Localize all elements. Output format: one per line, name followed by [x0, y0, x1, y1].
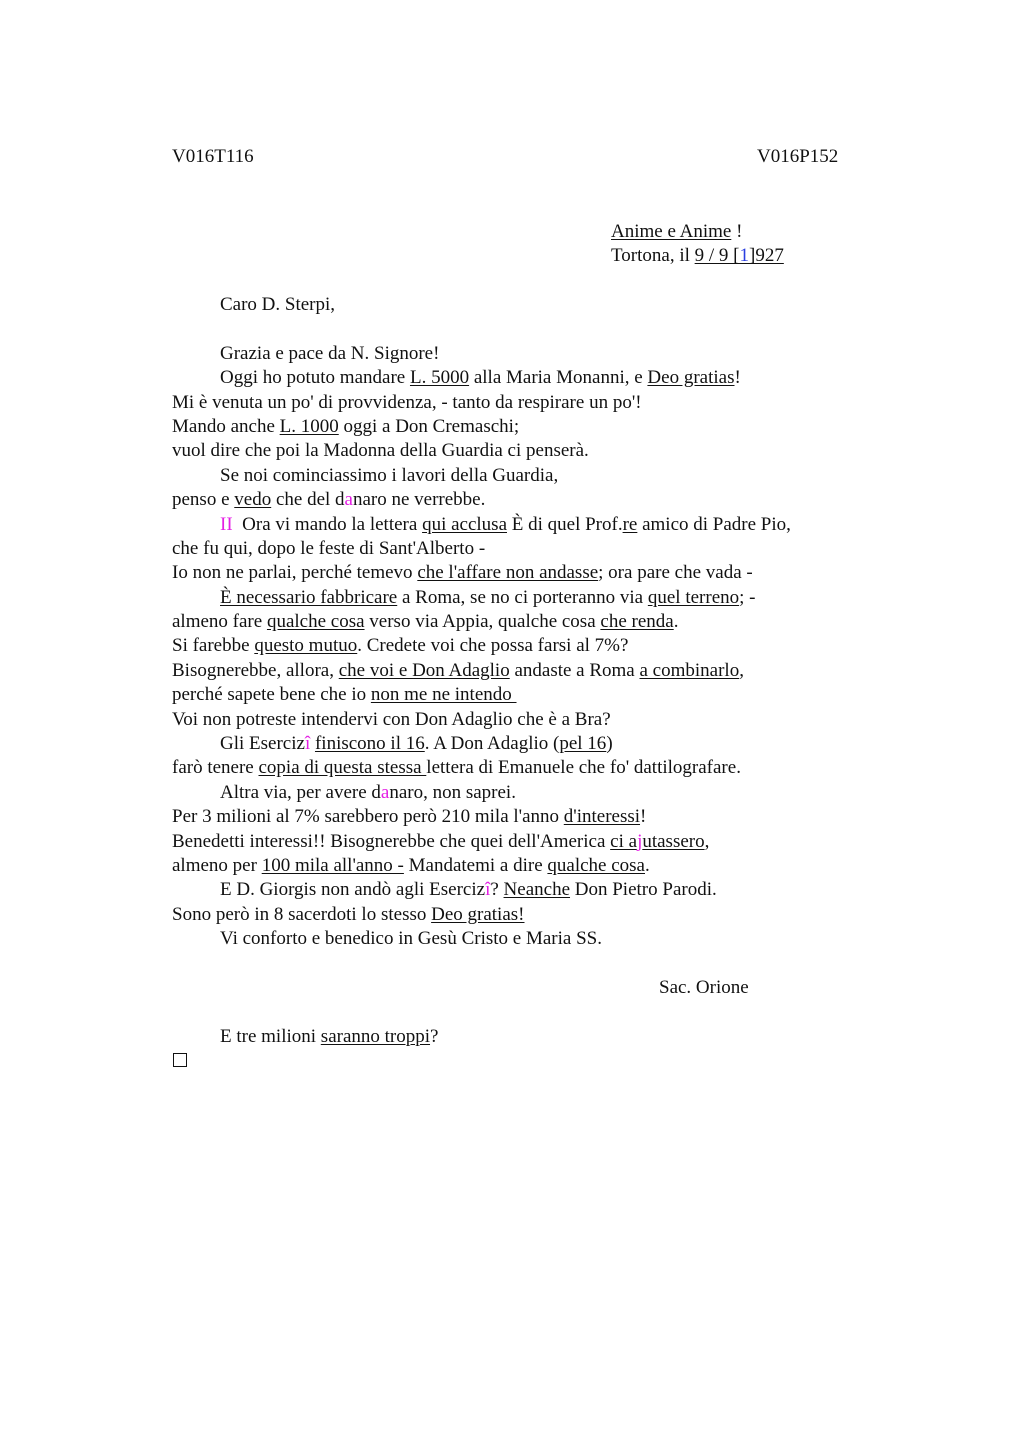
text-line: Altra via, per avere danaro, non saprei.	[220, 781, 516, 803]
section-mark: II	[220, 513, 233, 535]
text-line: vuol dire che poi la Madonna della Guardia ci penserà.	[172, 440, 589, 462]
text-line: È necessario fabbricare a Roma, se no ci porteranno via quel terreno; -	[220, 586, 756, 608]
document-code-left: V016T116	[172, 146, 254, 167]
letter-heading	[611, 220, 784, 269]
text-line: Gli Esercizî finiscono il 16. A Don Adaglio (pel 16)	[220, 733, 613, 755]
salutation: Caro D. Sterpi,	[220, 294, 336, 315]
text-line: Se noi cominciassimo i lavori della Guardia,	[220, 464, 559, 486]
text-line: almeno fare qualche cosa verso via Appia, qualche cosa che renda.	[172, 611, 679, 633]
square-icon	[173, 1053, 187, 1067]
postscript: E tre milioni saranno troppi?	[220, 1025, 439, 1047]
text-line: penso e vedo che del danaro ne verrebbe.	[172, 489, 486, 511]
text-line: che fu qui, dopo le feste di Sant'Alberto -	[172, 537, 486, 559]
text-line: Mando anche L. 1000 oggi a Don Cremaschi;	[172, 415, 520, 437]
text-line: almeno per 100 mila all'anno - Mandatemi a dire qualche cosa.	[172, 854, 650, 876]
motto-line: Anime e Anime !	[611, 221, 743, 242]
text-line: Benedetti interessi!! Bisognerebbe che quei dell'America ci ajutassero,	[172, 830, 710, 852]
letter-body	[172, 293, 872, 1074]
text-line: Sono però in 8 sacerdoti lo stesso Deo gratias!	[172, 903, 525, 925]
dateline: Tortona, il 9 / 9 [1]927	[611, 245, 784, 267]
text-line: Oggi ho potuto mandare L. 5000 alla Maria Monanni, e Deo gratias!	[220, 367, 741, 389]
text-line: Io non ne parlai, perché temevo che l'affare non andasse; ora pare che vada -	[172, 562, 753, 584]
text-line: Voi non potreste intendervi con Don Adaglio che è a Bra?	[172, 708, 611, 730]
closing-line: Vi conforto e benedico in Gesù Cristo e Maria SS.	[220, 928, 602, 950]
text-line: perché sapete bene che io non me ne intendo	[172, 684, 517, 706]
text-line: Bisognerebbe, allora, che voi e Don Adaglio andaste a Roma a combinarlo,	[172, 659, 744, 681]
signature: Sac. Orione	[659, 976, 749, 998]
text-line: Grazia e pace da N. Signore!	[220, 342, 440, 364]
text-line: farò tenere copia di questa stessa lettera di Emanuele che fo' dattilografare.	[172, 757, 741, 779]
text-line: II Ora vi mando la lettera qui acclusa È di quel Prof.re amico di Padre Pio,	[220, 513, 791, 535]
document-code-right: V016P152	[757, 146, 839, 167]
text-line: E D. Giorgis non andò agli Esercizî? Neanche Don Pietro Parodi.	[220, 879, 717, 901]
text-line: Mi è venuta un po' di provvidenza, - tanto da respirare un po'!	[172, 391, 642, 413]
text-line: Per 3 milioni al 7% sarebbero però 210 mila l'anno d'interessi!	[172, 806, 647, 828]
end-marker	[172, 1049, 872, 1073]
text-line: Si farebbe questo mutuo. Credete voi che possa farsi al 7%?	[172, 635, 629, 657]
